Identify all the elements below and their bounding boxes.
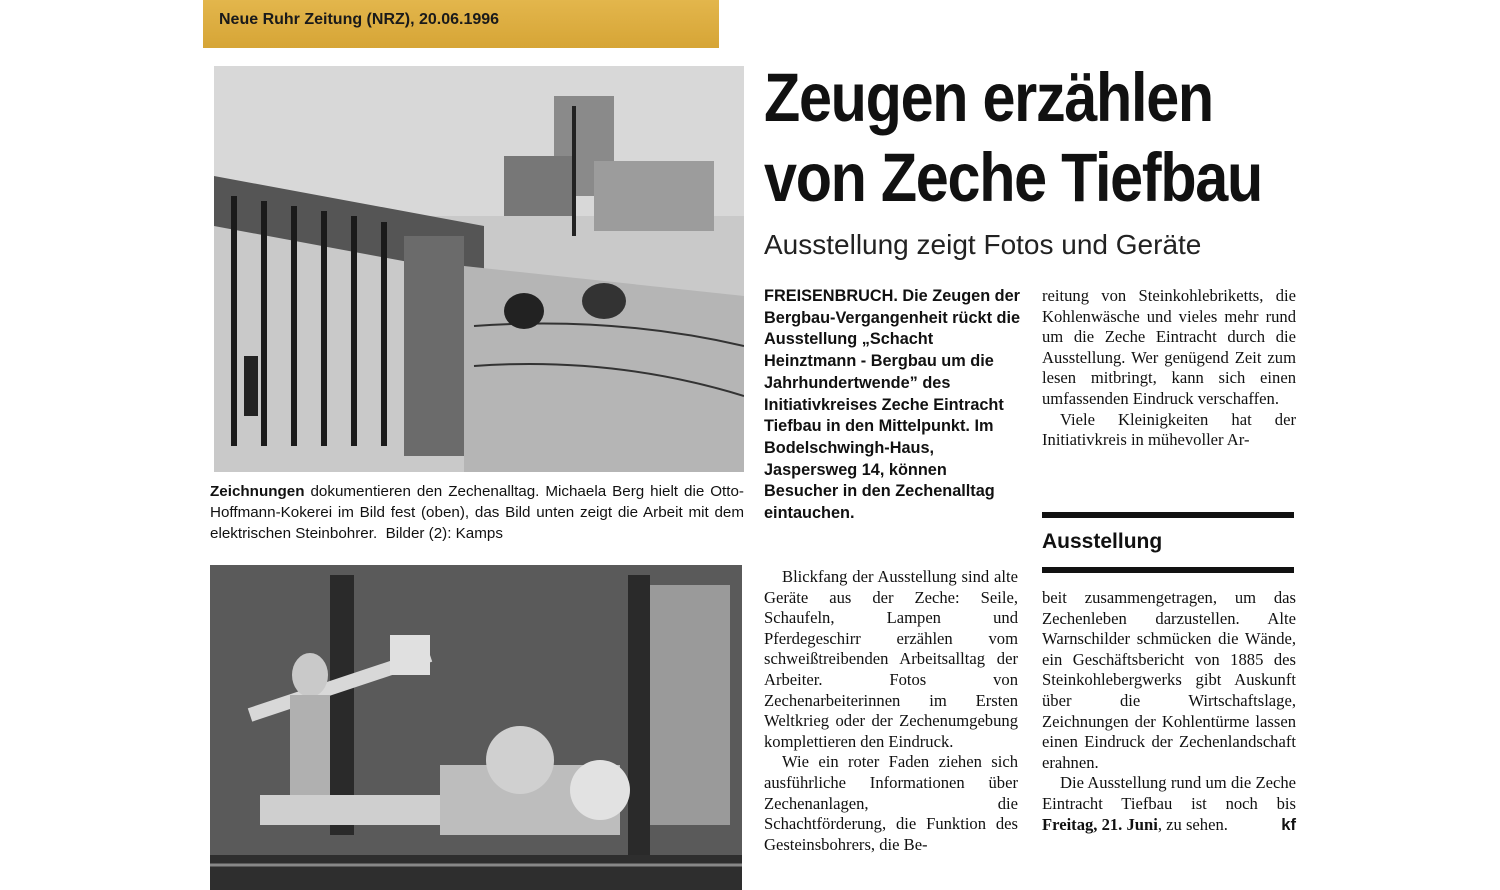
body-paragraph: reitung von Steinkohlebriketts, die Kohlenwäsche und vieles mehr rund um die Zeche Eintracht durch die Ausstellung. Wer genügend Zeit zum lesen mitbringt, kann sich einen umfassenden Eindruck verschaffen. (1042, 286, 1296, 408)
caption-lead: Zeichnungen (210, 483, 305, 500)
body-paragraph: Blickfang der Ausstellung sind alte Geräte aus der Zeche: Seile, Schaufeln, Lampen und Pferdegeschirr erzählen vom schweißtreibenden Arbeitsalltag der Arbeiter. Fotos von Zechenarbeiterinnen im Ersten Weltkrieg oder der Zechenumgebung komplettieren den Eindruck. (764, 567, 1018, 751)
photo-caption (210, 481, 744, 544)
headline-line-1: Zeugen erzählen (764, 59, 1213, 136)
article-body-right-bottom (1042, 588, 1296, 835)
headline (764, 58, 1262, 218)
article-body-right-top (1042, 286, 1296, 451)
box-title: Ausstellung (1042, 530, 1163, 553)
caption-text: dokumentieren den Zechenalltag. Michaela Berg hielt die Otto-Hoffmann-Kokerei im Bild fest (oben), das Bild unten zeigt die Arbeit mit dem elektrischen Steinbohrer. (210, 483, 744, 542)
headline-line-2: von Zeche Tiefbau (764, 139, 1262, 216)
body-paragraph: beit zusammengetragen, um das Zechenleben darzustellen. Alte Warnschilder schmücken die Wände, ein Geschäftsbericht von 1885 des Steinkohlebergwerks gibt Auskunft über die Wirtschaftslage, Zeichnungen der Kohlentürme lassen einen Eindruck der Zechenlandschaft erahnen. (1042, 588, 1296, 772)
closing-paragraph (1042, 773, 1296, 835)
author-initials: kf (1281, 814, 1296, 834)
closing-text-start: Die Ausstellung rund um die Zeche Eintracht Tiefbau ist noch bis (1042, 773, 1296, 813)
lead-paragraph: FREISENBRUCH. Die Zeugen der Bergbau-Vergangenheit rückt die Ausstellung „Schacht Heinztmann - Bergbau um die Jahrhundertwende” des Initiativkreises Zeche Eintracht Tiefbau in den Mittelpunkt. Im Bodelschwingh-Haus, Jaspersweg 14, können Besucher in den Zechenalltag eintauchen. (764, 287, 1021, 523)
body-paragraph: Viele Kleinigkeiten hat der Initiativkreis in mühevoller Ar- (1042, 409, 1296, 450)
box-rule-bottom (1042, 567, 1294, 573)
source-banner: Neue Ruhr Zeitung (NRZ), 20.06.1996 (203, 0, 719, 48)
body-paragraph: Wie ein roter Faden ziehen sich ausführliche Informationen über Zechenanlagen, die Schachtförderung, die Funktion des Gesteinsbohrers, die Be- (764, 752, 1018, 854)
closing-date: Freitag, 21. Juni (1042, 814, 1158, 834)
article-body-left (764, 567, 1018, 855)
box-rule-top (1042, 512, 1294, 518)
coke-plant-drawing (214, 66, 744, 472)
rock-drill-drawing (210, 565, 742, 890)
subheadline: Ausstellung zeigt Fotos und Geräte (764, 229, 1202, 260)
closing-text-end: , zu sehen. (1157, 814, 1228, 834)
photo-credit: Bilder (2): Kamps (385, 525, 503, 542)
